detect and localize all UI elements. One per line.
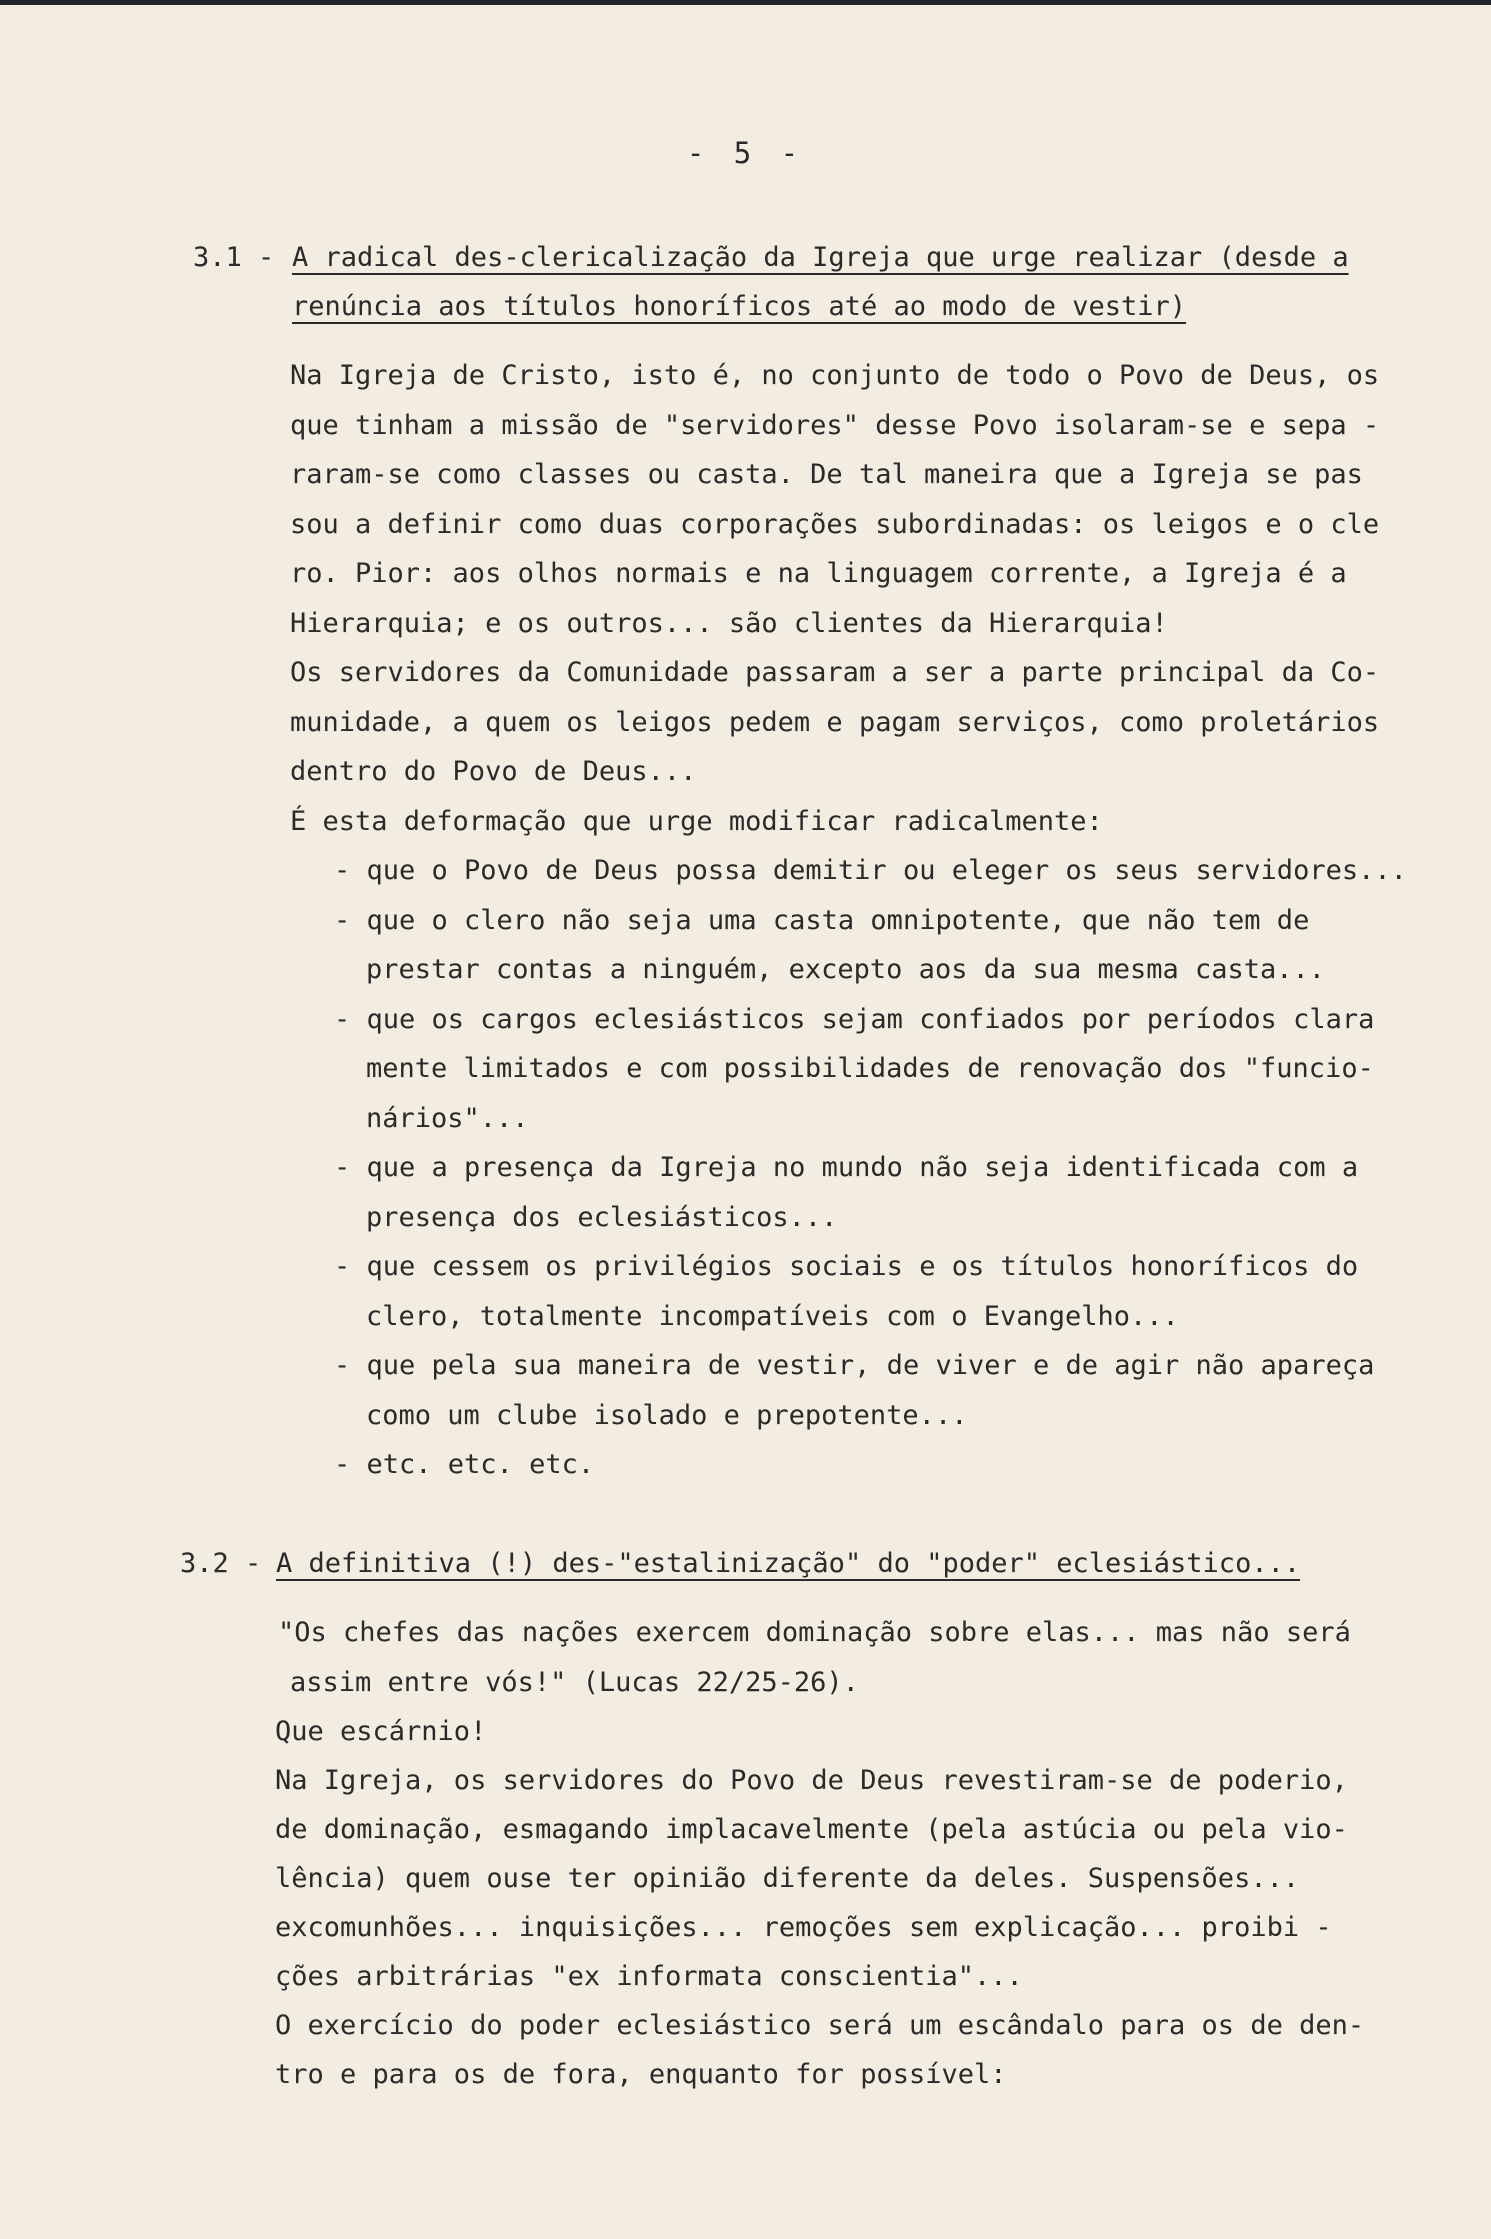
s31-bullet-2-cont: prestar contas a ninguém, excepto aos da sua mesma casta... <box>366 954 1326 985</box>
s31-bullet-5: - que cessem os privilégios sociais e os títulos honoríficos do <box>334 1251 1359 1282</box>
s32-quote-line1: "Os chefes das nações exercem dominação sobre elas... mas não será <box>278 1617 1351 1648</box>
s31-bullet-1: - que o Povo de Deus possa demitir ou eleger os seus servidores... <box>334 855 1407 886</box>
s32-para-line2: de dominação, esmagando implacavelmente (pela astúcia ou pela vio- <box>275 1814 1348 1845</box>
section-3-1-number: 3.1 - <box>193 242 275 273</box>
s31-bullet-6: - que pela sua maneira de vestir, de viver e de agir não apareça <box>334 1350 1375 1381</box>
s32-para-line4: excomunhões... inquisições... remoções sem explicação... proibi - <box>275 1912 1332 1943</box>
s31-bullet-6-cont: como um clube isolado e prepotente... <box>366 1400 968 1431</box>
s31-intro: É esta deformação que urge modificar radicalmente: <box>290 806 1103 837</box>
s32-exclaim: Que escárnio! <box>275 1716 487 1747</box>
s32-para-line6: O exercício do poder eclesiástico será um escândalo para os de den- <box>275 2010 1365 2041</box>
s31-para1-line6: Hierarquia; e os outros... são clientes da Hierarquia! <box>290 608 1168 639</box>
s31-para1-line1: Na Igreja de Cristo, isto é, no conjunto de todo o Povo de Deus, os <box>290 360 1380 391</box>
section-3-1-heading-line1: A radical des-clericalização da Igreja que urge realizar (desde a <box>292 242 1349 273</box>
s31-bullet-5-cont: clero, totalmente incompatíveis com o Evangelho... <box>366 1301 1179 1332</box>
s31-bullet-3-cont1: mente limitados e com possibilidades de renovação dos "funcio- <box>366 1053 1374 1084</box>
s32-quote-line2: assim entre vós!" (Lucas 22/25-26). <box>290 1667 859 1698</box>
section-3-2-number: 3.2 - <box>180 1548 262 1579</box>
s32-para-line5: ções arbitrárias "ex informata conscientia"... <box>275 1961 1023 1992</box>
s31-bullet-4-cont: presença dos eclesiásticos... <box>366 1202 838 1233</box>
s31-para1-line5: ro. Pior: aos olhos normais e na linguagem corrente, a Igreja é a <box>290 558 1347 589</box>
s31-bullet-2: - que o clero não seja uma casta omnipotente, que não tem de <box>334 905 1310 936</box>
s31-para2-line1: Os servidores da Comunidade passaram a ser a parte principal da Co- <box>290 657 1380 688</box>
section-3-2-heading: A definitiva (!) des-"estalinização" do "poder" eclesiástico... <box>276 1548 1301 1579</box>
page-number: - 5 - <box>686 136 805 170</box>
section-3-1-heading-line2: renúncia aos títulos honoríficos até ao modo de vestir) <box>292 291 1187 322</box>
s31-para2-line2: munidade, a quem os leigos pedem e pagam serviços, como proletários <box>290 707 1380 738</box>
s32-para-line3: lência) quem ouse ter opinião diferente da deles. Suspensões... <box>275 1863 1300 1894</box>
s32-para-line1: Na Igreja, os servidores do Povo de Deus revestiram-se de poderio, <box>275 1765 1348 1796</box>
s31-para1-line2: que tinham a missão de "servidores" desse Povo isolaram-se e sepa - <box>290 410 1380 441</box>
s31-para1-line4: sou a definir como duas corporações subordinadas: os leigos e o cle <box>290 509 1380 540</box>
s31-bullet-3-cont2: nários"... <box>366 1103 529 1134</box>
s31-para1-line3: raram-se como classes ou casta. De tal maneira que a Igreja se pas <box>290 459 1363 490</box>
s31-bullet-3: - que os cargos eclesiásticos sejam confiados por períodos clara <box>334 1004 1375 1035</box>
s31-para2-line3: dentro do Povo de Deus... <box>290 756 697 787</box>
s31-bullet-7: - etc. etc. etc. <box>334 1449 595 1480</box>
s32-para-line7: tro e para os de fora, enquanto for possível: <box>275 2059 1007 2090</box>
s31-bullet-4: - que a presença da Igreja no mundo não seja identificada com a <box>334 1152 1359 1183</box>
